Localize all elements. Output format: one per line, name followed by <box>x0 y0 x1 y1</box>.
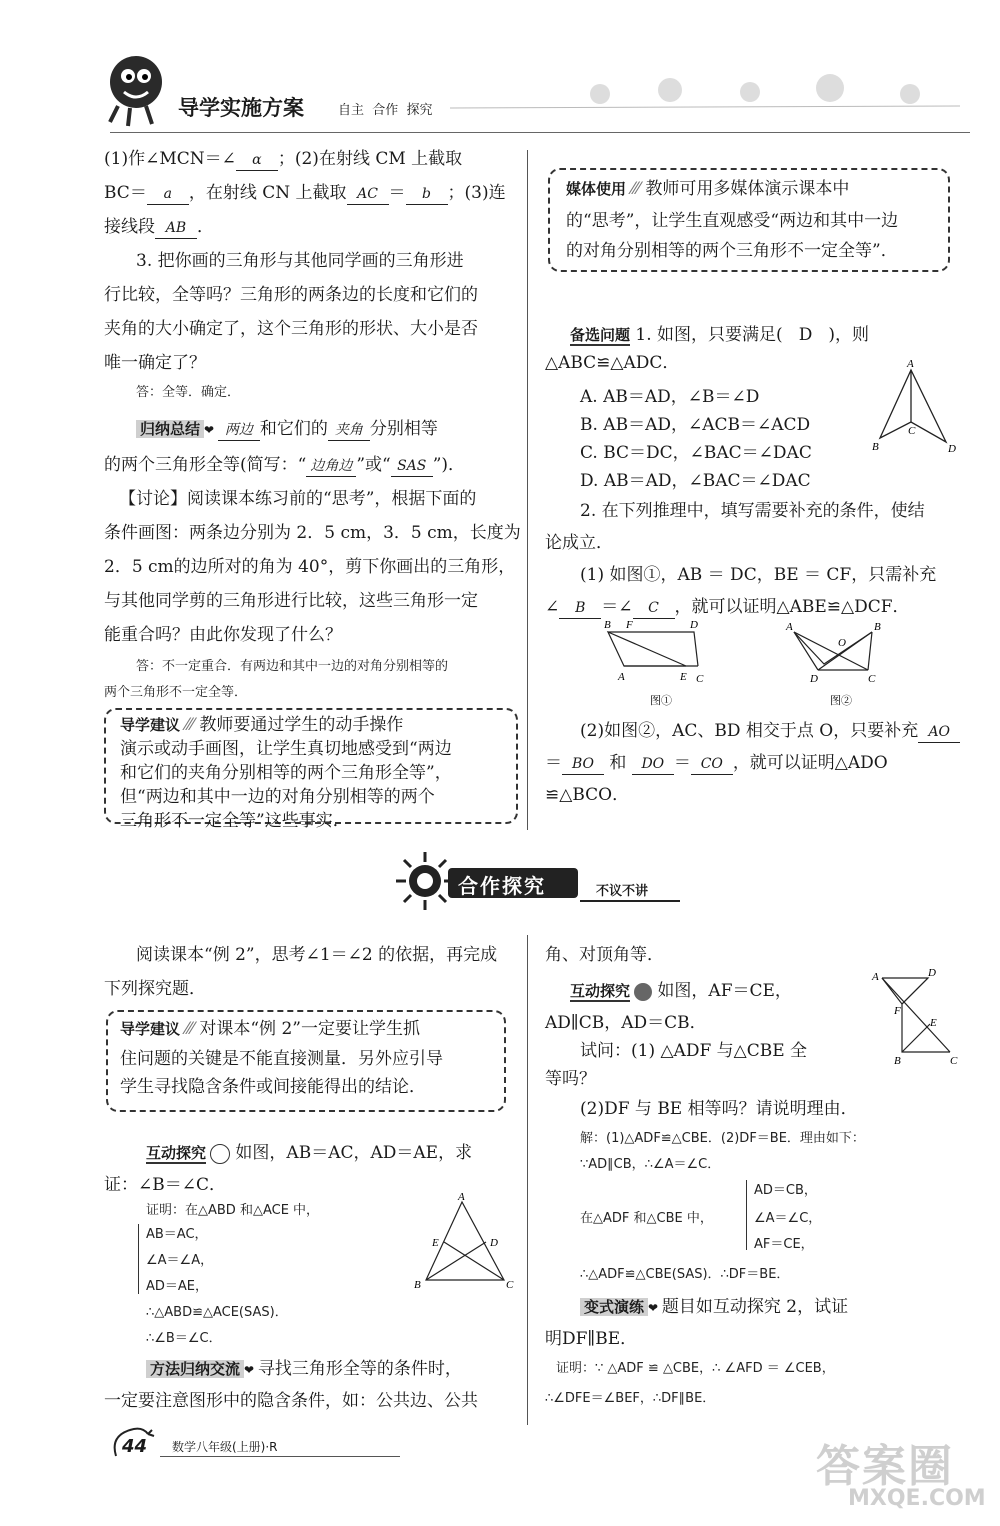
backup-q1-line1: 备选问题 1. 如图，只要满足( D )，则 <box>570 325 869 345</box>
backup-q2b-line1: (2)如图②，AC、BD 相交于点 O，只要补充 AO <box>580 718 960 744</box>
construction-step-1: (1)作∠MCN＝∠ α ；(2)在射线 CM 上截取 <box>104 149 463 169</box>
svg-text:C: C <box>696 673 704 685</box>
method-line1: 方法归纳交流 ❤ 寻找三角形全等的条件时， <box>146 1356 462 1383</box>
svg-text:O: O <box>838 637 846 649</box>
option-a: A. AB＝AD，∠B＝∠D <box>580 387 760 407</box>
svg-text:A: A <box>907 358 914 370</box>
proof-1-line1: AB＝AC， <box>146 1227 208 1242</box>
interactive-1-line2: 证：∠B＝∠C． <box>104 1175 226 1195</box>
figure-triangle-abc <box>410 1192 520 1298</box>
construction-step-2: BC＝ a ，在射线 CN 上截取 AC ＝ b ；(3)连 <box>104 183 506 203</box>
svg-text:A: A <box>786 621 793 633</box>
globe-icon <box>634 983 652 1001</box>
proof-1-line4: ∴△ABD≌△ACE(SAS)． <box>146 1305 288 1320</box>
backup-q2b-line3: ≌△BCO． <box>545 785 630 805</box>
media-box-line3: 的对角分别相等的两个三角形不一定全等”． <box>566 241 898 261</box>
figure-1 <box>596 620 722 710</box>
svg-text:F: F <box>626 620 633 631</box>
interactive-2-line3: 试问：(1) △ADF 与△CBE 全 <box>580 1041 808 1061</box>
question-3-line3: 夹角的大小确定了，这个三角形的形状、大小是否 <box>104 319 478 339</box>
svg-text:E: E <box>930 1017 937 1029</box>
svg-text:A: A <box>458 1192 465 1203</box>
svg-text:A: A <box>618 671 625 683</box>
section-title: 合作探究 <box>458 874 546 898</box>
guide-box1-line3: 和它们的夹角分别相等的两个三角形全等”， <box>120 763 452 783</box>
discussion-line2: 条件画图：两条边分别为 2．5 cm，3．5 cm，长度为 <box>104 523 521 543</box>
interactive-2-line2: AD∥CB，AD＝CB． <box>545 1013 707 1033</box>
svg-text:B: B <box>604 620 611 631</box>
solution-line3: 在△ADF 和△CBE 中， <box>580 1211 713 1226</box>
interactive-tag-1: 互动探究 <box>146 1144 207 1162</box>
svg-text:F: F <box>894 1005 901 1017</box>
header-decoration <box>450 66 970 116</box>
variant-line1: 变式演练 ❤ 题目如互动探究 2，试证 <box>580 1294 848 1321</box>
media-box-line2: 的“思考”，让学生直观感受“两边和其中一边 <box>566 211 899 231</box>
svg-text:D: D <box>928 967 936 979</box>
option-c: C. BC＝DC，∠BAC＝∠DAC <box>580 443 812 463</box>
guide-box1-line1: 导学建议 ⁄⁄⁄ 教师要通过学生的动手操作 <box>120 715 404 735</box>
svg-text:D: D <box>948 443 956 455</box>
mascot-icon <box>100 48 170 128</box>
proof-1-intro: 证明：在△ABD 和△ACE 中， <box>146 1203 320 1218</box>
backup-q2a-line1: (1) 如图①，AB ＝ DC，BE ＝ CF，只需补充 <box>580 565 937 585</box>
question-3-line2: 行比较，全等吗？三角形的两条边的长度和它们的 <box>104 285 478 305</box>
footer-rule <box>160 1456 400 1457</box>
interactive-2-line5: (2)DF 与 BE 相等吗？请说明理由． <box>580 1099 858 1119</box>
discussion-line5: 能重合吗？由此你发现了什么？ <box>104 625 342 645</box>
svg-text:E: E <box>432 1237 439 1249</box>
backup-q2b-line2: ＝ BO 和 DO ＝ CO ，就可以证明△ADO <box>545 753 888 773</box>
svg-text:C: C <box>868 673 876 685</box>
page-number: 44 <box>122 1436 148 1457</box>
backup-tag: 备选问题 <box>570 326 631 344</box>
summary-line2: 的两个三角形全等(简写：“ 边角边 ”或“ SAS ”)． <box>104 455 466 475</box>
book-title: 数学八年级(上册)·R <box>172 1440 278 1454</box>
method-tag: 方法归纳交流 <box>146 1360 244 1378</box>
answer-3: 答：全等．确定． <box>136 385 241 400</box>
construction-step-3: 接线段 AB ． <box>104 217 214 237</box>
guide-box1-line2: 演示或动手画图，让学生真切地感受到“两边 <box>120 739 452 759</box>
column-divider-top <box>527 150 528 830</box>
solution-line4: ∴△ADF≌△CBE(SAS)．∴DF＝BE． <box>580 1267 790 1282</box>
guide-box2-line2: 住问题的关键是不能直接测量．另外应引导 <box>120 1049 443 1069</box>
figure-2-caption: 图② <box>830 695 852 707</box>
svg-text:A: A <box>872 971 879 983</box>
section-subtitle: 不议不讲 <box>596 884 649 899</box>
interactive-2-line4: 等吗？ <box>545 1069 596 1089</box>
proof-1-line5: ∴∠B＝∠C． <box>146 1331 222 1346</box>
media-box-line1: 媒体使用 ⁄⁄⁄ 教师可用多媒体演示课本中 <box>566 179 850 199</box>
figure-bowtie <box>868 964 968 1068</box>
solution-cond3: AF＝CE， <box>754 1237 814 1252</box>
figure-1-caption: 图① <box>650 695 672 707</box>
read-example-line2: 下列探究题． <box>104 979 206 999</box>
svg-text:B: B <box>874 621 881 633</box>
solution-brace <box>746 1180 753 1250</box>
header-title: 导学实施方案 <box>178 96 304 120</box>
svg-text:C: C <box>908 425 916 437</box>
variant-proof1: 证明：∵ △ADF ≌ △CBE，∴ ∠AFD ＝ ∠CEB， <box>556 1361 835 1376</box>
discussion-answer2: 两个三角形不一定全等． <box>104 685 248 700</box>
watermark-site: MXQE.COM <box>848 1486 986 1511</box>
solution-cond2: ∠A＝∠C， <box>754 1211 822 1226</box>
discussion-answer1: 答：不一定重合．有两边和其中一边的对角分别相等的 <box>136 659 449 674</box>
backup-q1-line2: △ABC≌△ADC． <box>545 353 680 373</box>
backup-q2-line1: 2. 在下列推理中，填写需要补充的条件，使结 <box>580 501 925 521</box>
solution-cond1: AD＝CB， <box>754 1183 817 1198</box>
svg-text:C: C <box>950 1055 958 1067</box>
backup-q2-line2: 论成立． <box>545 533 613 553</box>
guide-tag: 导学建议 <box>120 716 181 734</box>
summary-line1: 归纳总结 ❤ 两边 和它们的 夹角 分别相等 <box>136 416 438 443</box>
option-d: D. AB＝AD，∠BAC＝∠DAC <box>580 471 811 491</box>
svg-text:D: D <box>690 620 698 631</box>
svg-text:E: E <box>680 671 687 683</box>
figure-kite <box>866 358 966 458</box>
variant-line2: 明DF∥BE． <box>545 1329 638 1349</box>
variant-tag: 变式演练 <box>580 1298 648 1316</box>
interactive-2-line1: 互动探究 如图，AF＝CE， <box>570 981 792 1001</box>
question-3-line1: 3. 把你画的三角形与其他同学画的三角形进 <box>136 251 464 271</box>
question-3-line4: 唯一确定了？ <box>104 353 206 373</box>
method-line3: 角、对顶角等． <box>545 945 664 965</box>
media-tag: 媒体使用 <box>566 180 627 198</box>
svg-text:B: B <box>872 441 879 453</box>
svg-text:D: D <box>810 673 818 685</box>
guide-box2-line3: 学生寻找隐含条件或间接能得出的结论． <box>120 1077 426 1097</box>
svg-text:B: B <box>414 1279 421 1291</box>
top-divider <box>110 132 970 133</box>
watermark-logo: 答案圈 <box>816 1441 954 1492</box>
proof-1-line2: ∠A＝∠A， <box>146 1253 214 1268</box>
method-line2: 一定要注意图形中的隐含条件，如：公共边、公共 <box>104 1391 478 1411</box>
discussion-line1: 【讨论】阅读课本练习前的“思考”，根据下面的 <box>119 489 477 509</box>
header-subtitle: 自主 合作 探究 <box>338 103 433 118</box>
sun-icon <box>394 850 456 912</box>
svg-text:D: D <box>490 1237 498 1249</box>
solution-line1: 解：(1)△ADF≌△CBE．(2)DF＝BE．理由如下： <box>580 1131 865 1146</box>
figure-2 <box>784 620 904 710</box>
interactive-1-line1: 互动探究 如图，AB＝AC，AD＝AE，求 <box>146 1143 473 1163</box>
proof-1-brace <box>138 1224 145 1294</box>
column-divider-bottom <box>527 935 528 1425</box>
guide-box1-line5: 三角形不一定全等”这些事实． <box>120 811 350 831</box>
guide-tag-2: 导学建议 <box>120 1020 181 1038</box>
discussion-line4: 与其他同学剪的三角形进行比较，这些三角形一定 <box>104 591 478 611</box>
section-underline <box>580 900 680 902</box>
svg-text:B: B <box>894 1055 901 1067</box>
read-example-line1: 阅读课本“例 2”，思考∠1＝∠2 的依据，再完成 <box>136 945 498 965</box>
proof-1-line3: AD＝AE， <box>146 1279 209 1294</box>
svg-text:C: C <box>506 1279 514 1291</box>
summary-tag: 归纳总结 <box>136 420 204 438</box>
option-b: B. AB＝AD，∠ACB＝∠ACD <box>580 415 811 435</box>
backup-q2a-line2: ∠ B ＝∠ C ，就可以证明△ABE≌△DCF． <box>545 597 910 617</box>
circle-icon <box>210 1144 230 1164</box>
discussion-line3: 2．5 cm的边所对的角为 40°，剪下你画出的三角形， <box>104 557 516 577</box>
guide-box2-line1: 导学建议 ⁄⁄⁄ 对课本“例 2”一定要让学生抓 <box>120 1019 420 1039</box>
variant-proof2: ∴∠DFE＝∠BEF，∴DF∥BE． <box>545 1391 716 1406</box>
interactive-tag-2: 互动探究 <box>570 982 631 1000</box>
guide-box1-line4: 但“两边和其中一边的对角分别相等的两个 <box>120 787 435 807</box>
solution-line2: ∵AD∥CB，∴∠A＝∠C． <box>580 1157 721 1172</box>
